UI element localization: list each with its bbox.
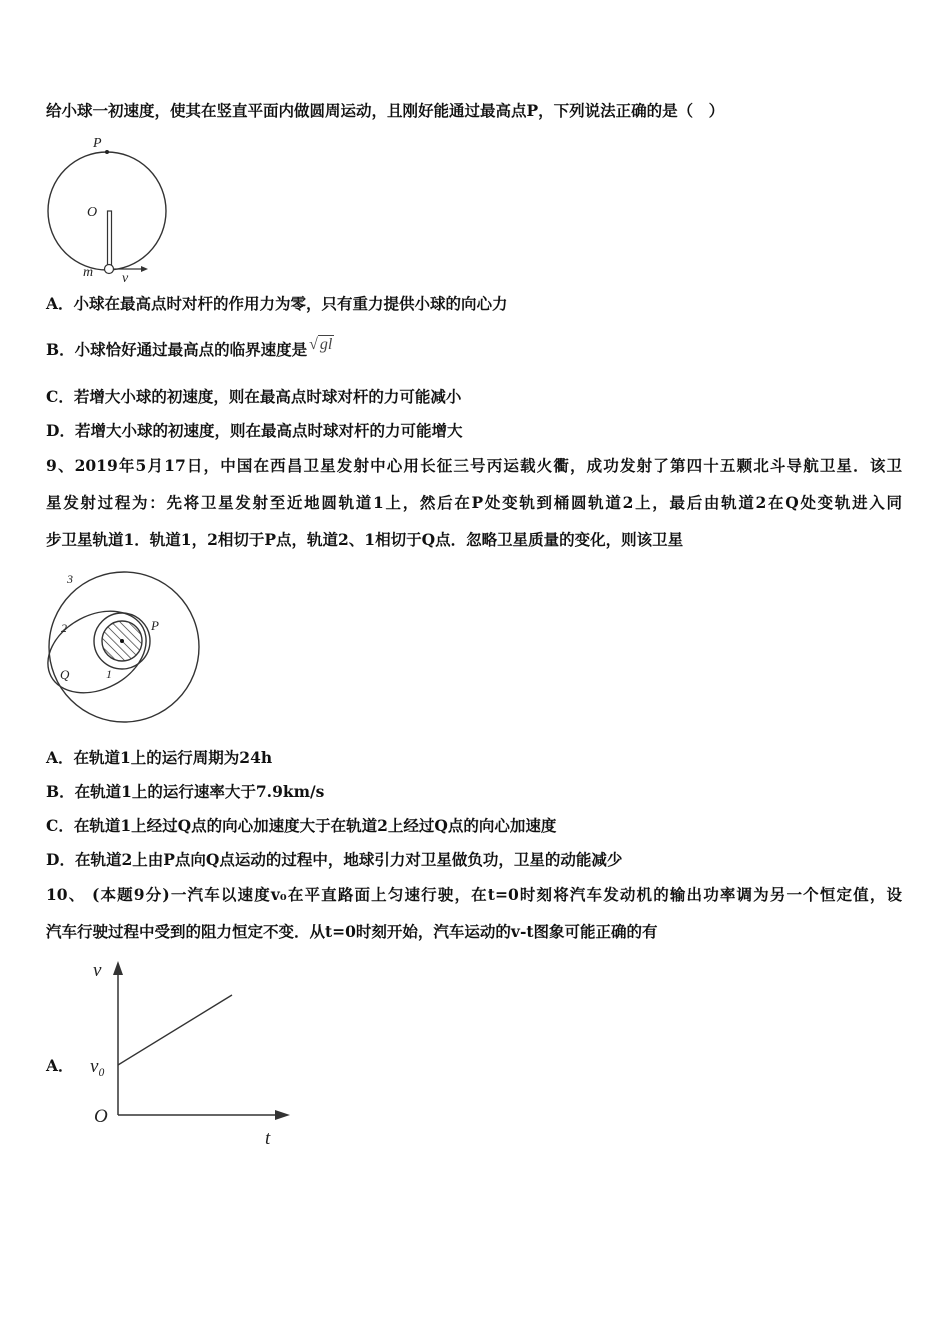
- q8-option-a: A．小球在最高点时对杆的作用力为零，只有重力提供小球的向心力: [46, 294, 508, 313]
- q9-label-2: 2: [61, 621, 67, 635]
- q8-option-b: [46, 336, 334, 361]
- q9-orbit-figure: [40, 568, 210, 726]
- q8-option-b-text: B．小球恰好通过最高点的临界速度是: [46, 340, 308, 359]
- q9-earth-center: [120, 639, 124, 643]
- q9-stem-line1: 9、2019年5月17日，中国在西昌卫星发射中心用长征三号丙运载火衢，成功发射了第四十五颗北斗导航卫星．该卫: [46, 456, 902, 475]
- q8-point-p: [105, 150, 109, 154]
- q9-option-d: D．在轨道2上由P点向Q点运动的过程中，地球引力对卫星做负功，卫星的动能减少: [46, 850, 623, 869]
- q10-axis-v-label: v: [93, 960, 102, 981]
- q10-v-axis-arrowhead: [113, 961, 123, 975]
- q8-label-v: v: [122, 271, 129, 285]
- q8-velocity-arrowhead: [141, 266, 148, 272]
- q9-label-1: 1: [106, 667, 112, 681]
- q10-origin-label: O: [94, 1106, 108, 1127]
- q8-figure: [40, 130, 170, 285]
- q10-v0-label: v₀: [90, 1056, 106, 1077]
- q9-label-3: 3: [67, 572, 73, 586]
- q8-label-o: O: [87, 205, 98, 220]
- q10-stem-line2: 汽车行驶过程中受到的阻力恒定不变．从t=0时刻开始，汽车运动的v-t图象可能正确的有: [46, 922, 658, 941]
- q8-ball: [105, 265, 114, 274]
- q8-option-c: C．若增大小球的初速度，则在最高点时球对杆的力可能减小: [46, 387, 462, 406]
- q8-stem: 给小球一初速度，使其在竖直平面内做圆周运动，且刚好能通过最高点P，下列说法正确的是（ ）: [46, 101, 725, 120]
- q10-option-a-label: A．: [46, 1056, 74, 1075]
- q9-option-c: C．在轨道1上经过Q点的向心加速度大于在轨道2上经过Q点的向心加速度: [46, 816, 557, 835]
- q8-rod: [108, 211, 112, 266]
- q9-label-q: Q: [60, 667, 70, 682]
- q10-vt-graph: [85, 955, 300, 1150]
- q8-sqrt-formula: √ gl: [309, 336, 333, 353]
- q8-option-d: D．若增大小球的初速度，则在最高点时球对杆的力可能增大: [46, 421, 463, 440]
- q9-stem-line3: 步卫星轨道1．轨道1，2相切于P点，轨道2、1相切于Q点．忽略卫星质量的变化，则该卫星: [46, 530, 684, 549]
- q10-t-axis-arrowhead: [275, 1110, 290, 1120]
- q8-label-m: m: [83, 265, 94, 280]
- q10-stem-line1: 10、 (本题9分)一汽车以速度v₀在平直路面上匀速行驶，在t=0时刻将汽车发动机的输出功率调为另一个恒定值，设: [46, 885, 902, 904]
- q10-axis-t-label: t: [265, 1128, 271, 1149]
- q9-stem-line2: 星发射过程为：先将卫星发射至近地圆轨道1上，然后在P处变轨到桶圆轨道2上，最后由轨道2在Q处变轨进入同: [46, 493, 902, 512]
- q9-label-p: P: [151, 618, 159, 633]
- q8-formula-gl: gl: [319, 336, 333, 353]
- q9-option-b: B．在轨道1上的运行速率大于7.9km/s: [46, 782, 325, 801]
- q8-label-p: P: [93, 136, 102, 151]
- q10-vt-line: [118, 995, 232, 1065]
- q9-option-a: A．在轨道1上的运行周期为24h: [46, 748, 273, 767]
